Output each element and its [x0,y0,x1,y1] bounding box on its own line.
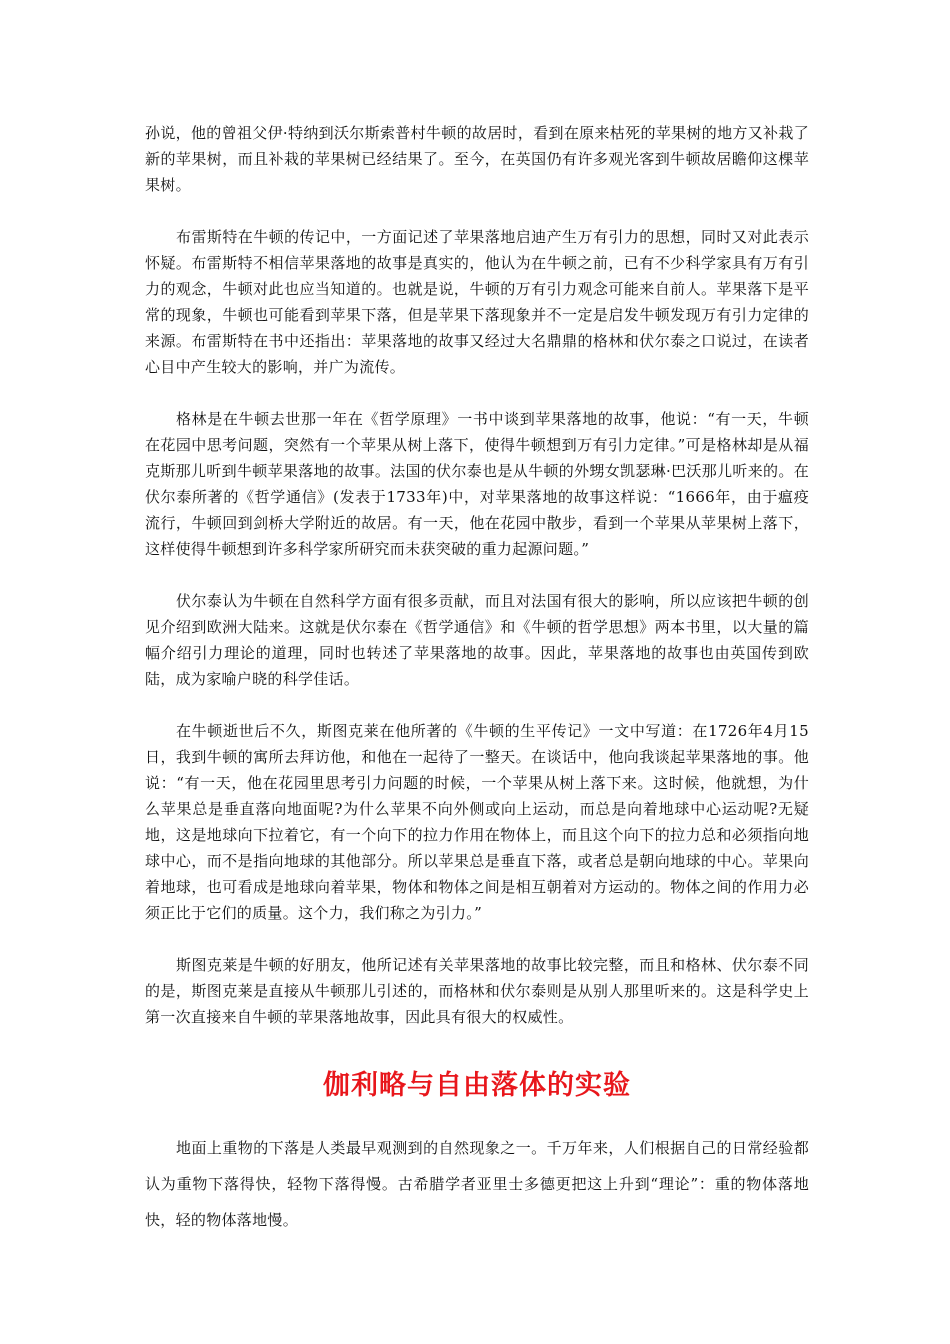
paragraph-stukeley-authority: 斯图克莱是牛顿的好朋友，他所记述有关苹果落地的故事比较完整，而且和格林、伏尔泰不同的是，斯图克莱是直接从牛顿那儿引述的，而格林和伏尔泰则是从别人那里听来的。这是科学史上第一次直接来自牛顿的苹果落地故事，因此具有很大的权威性。 [145,956,809,1026]
document-page [145,120,809,1238]
paragraph-gap [145,692,809,718]
section-heading: 伽利略与自由落体的实验 [323,1070,631,1101]
paragraph-gap [145,198,809,224]
paragraph-falling-bodies: 地面上重物的下落是人类最早观测到的自然现象之一。千万年来，人们根据自己的日常经验都认为重物下落得快，轻物下落得慢。古希腊学者亚里士多德更把这上升到“理论”：重的物体落地快，轻的物体落地慢。 [145,1139,809,1229]
paragraph-green-voltaire: 格林是在牛顿去世那一年在《哲学原理》一书中谈到苹果落地的故事，他说：“有一天，牛顿在花园中思考问题，突然有一个苹果从树上落下，使得牛顿想到万有引力定律。”可是格林却是从福克斯那儿听到牛顿苹果落地的故事。法国的伏尔泰也是从牛顿的外甥女凯瑟琳·巴沃那儿听来的。在伏尔泰所著的《哲学通信》(发表于1733年)中，对苹果落地的故事这样说：“1666年，由于瘟疫流行，牛顿回到剑桥大学附近的故居。有一天，他在花园中散步，看到一个苹果从苹果树上落下，这样使得牛顿想到许多科学家所研究而未获突破的重力起源问题。” [145,410,809,558]
paragraph-gap [145,926,809,952]
paragraph-stukeley-memoir: 在牛顿逝世后不久，斯图克莱在他所著的《牛顿的生平传记》一文中写道：在1726年4月15日，我到牛顿的寓所去拜访他，和他在一起待了一整天。在谈话中，他向我谈起苹果落地的事。他说：“有一天，他在花园里思考引力问题的时候，一个苹果从树上落下来。这时候，他就想，为什么苹果总是垂直落向地面呢?为什么苹果不向外侧或向上运动，而总是向着地球中心运动呢?无疑地，这是地球向下拉着它，有一个向下的拉力作用在物体上，而且这个向下的拉力总和必须指向地球中心，而不是指向地球的其他部分。所以苹果总是垂直下落，或者总是朝向地球的中心。苹果向着地球，也可看成是地球向着苹果，物体和物体之间是相互朝着对方运动的。物体之间的作用力必须正比于它们的质量。这个力，我们称之为引力。” [145,722,809,922]
paragraph-gap [145,380,809,406]
paragraph-brewster: 布雷斯特在牛顿的传记中，一方面记述了苹果落地启迪产生万有引力的思想，同时又对此表示怀疑。布雷斯特不相信苹果落地的故事是真实的，他认为在牛顿之前，已有不少科学家具有万有引力的观念，牛顿对此也应当知道的。也就是说，牛顿的万有引力观念可能来自前人。苹果落下是平常的现象，牛顿也可能看到苹果下落，但是苹果下落现象并不一定是启发牛顿发现万有引力定律的来源。布雷斯特在书中还指出：苹果落地的故事又经过大名鼎鼎的格林和伏尔泰之口说过，在读者心目中产生较大的影响，并广为流传。 [145,228,809,376]
paragraph-voltaire: 伏尔泰认为牛顿在自然科学方面有很多贡献，而且对法国有很大的影响，所以应该把牛顿的创见介绍到欧洲大陆来。这就是伏尔泰在《哲学通信》和《牛顿的哲学思想》两本书里，以大量的篇幅介绍引力理论的道理，同时也转述了苹果落地的故事。因此，苹果落地的故事也由英国传到欧陆，成为家喻户晓的科学佳话。 [145,592,809,688]
paragraph-gap [145,562,809,588]
paragraph-grandfather-visit: 孙说，他的曾祖父伊·特纳到沃尔斯索普村牛顿的故居时，看到在原来枯死的苹果树的地方又补栽了新的苹果树，而且补栽的苹果树已经结果了。至今，在英国仍有许多观光客到牛顿故居瞻仰这棵苹果树。 [145,124,809,194]
